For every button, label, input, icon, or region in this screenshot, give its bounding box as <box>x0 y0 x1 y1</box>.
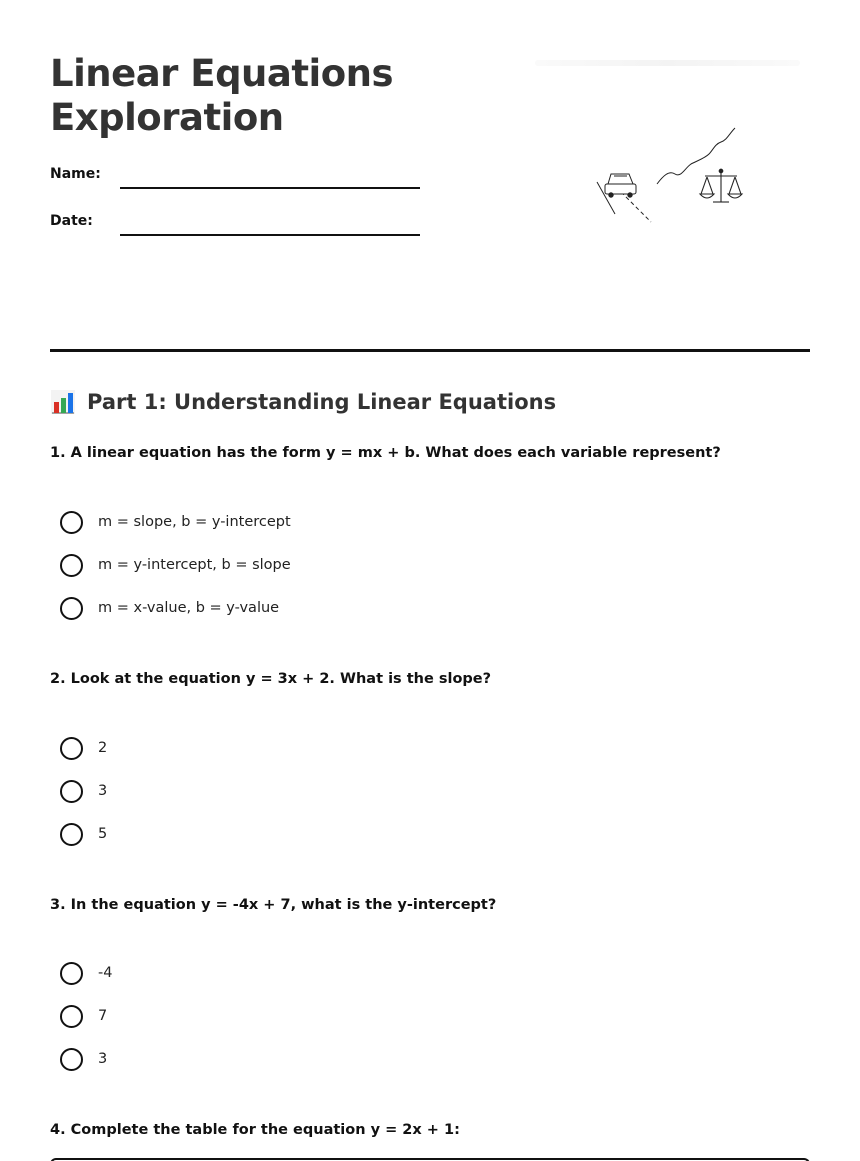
question-4: 4. Complete the table for the equation y = 2x + 1: <box>50 1122 460 1138</box>
page-title <box>50 52 393 140</box>
radio-button[interactable] <box>60 1005 83 1028</box>
title-line-1: Linear Equations <box>50 52 394 95</box>
radio-button[interactable] <box>60 511 83 534</box>
radio-button[interactable] <box>60 1048 83 1071</box>
bar-chart-icon <box>50 389 76 415</box>
part-1-title: Part 1: Understanding Linear Equations <box>87 390 557 414</box>
question-3: 3. In the equation y = -4x + 7, what is the y-intercept? <box>50 897 497 913</box>
question-2: 2. Look at the equation y = 3x + 2. What is the slope? <box>50 671 492 687</box>
q1-option-1[interactable] <box>60 510 291 534</box>
option-label: 5 <box>98 826 108 842</box>
part-1-heading <box>50 389 556 415</box>
date-field[interactable] <box>120 234 420 236</box>
name-field[interactable] <box>120 187 420 189</box>
balance-scale-icon <box>700 169 742 202</box>
q2-option-1[interactable] <box>60 736 107 760</box>
option-label: m = x-value, b = y-value <box>98 600 280 616</box>
radio-button[interactable] <box>60 823 83 846</box>
q1-option-3[interactable] <box>60 596 279 620</box>
option-label: m = y-intercept, b = slope <box>98 557 291 573</box>
option-label: 7 <box>98 1008 108 1024</box>
q2-option-3[interactable] <box>60 822 107 846</box>
option-label: -4 <box>98 965 113 981</box>
car-on-road-icon <box>597 174 651 222</box>
header-illustration <box>595 124 750 224</box>
q1-option-2[interactable] <box>60 553 291 577</box>
q3-option-3[interactable] <box>60 1047 107 1071</box>
decorative-bar <box>535 60 800 66</box>
radio-button[interactable] <box>60 962 83 985</box>
option-label: 3 <box>98 783 108 799</box>
q3-option-2[interactable] <box>60 1004 107 1028</box>
radio-button[interactable] <box>60 597 83 620</box>
radio-button[interactable] <box>60 737 83 760</box>
title-line-2: Exploration <box>50 96 284 139</box>
option-label: m = slope, b = y-intercept <box>98 514 291 530</box>
radio-button[interactable] <box>60 780 83 803</box>
question-1: 1. A linear equation has the form y = mx + b. What does each variable represent? <box>50 445 721 461</box>
section-divider <box>50 349 810 352</box>
q2-option-2[interactable] <box>60 779 107 803</box>
date-label: Date: <box>50 213 93 229</box>
option-label: 2 <box>98 740 108 756</box>
radio-button[interactable] <box>60 554 83 577</box>
q3-option-1[interactable] <box>60 961 112 985</box>
option-label: 3 <box>98 1051 108 1067</box>
name-label: Name: <box>50 166 101 182</box>
